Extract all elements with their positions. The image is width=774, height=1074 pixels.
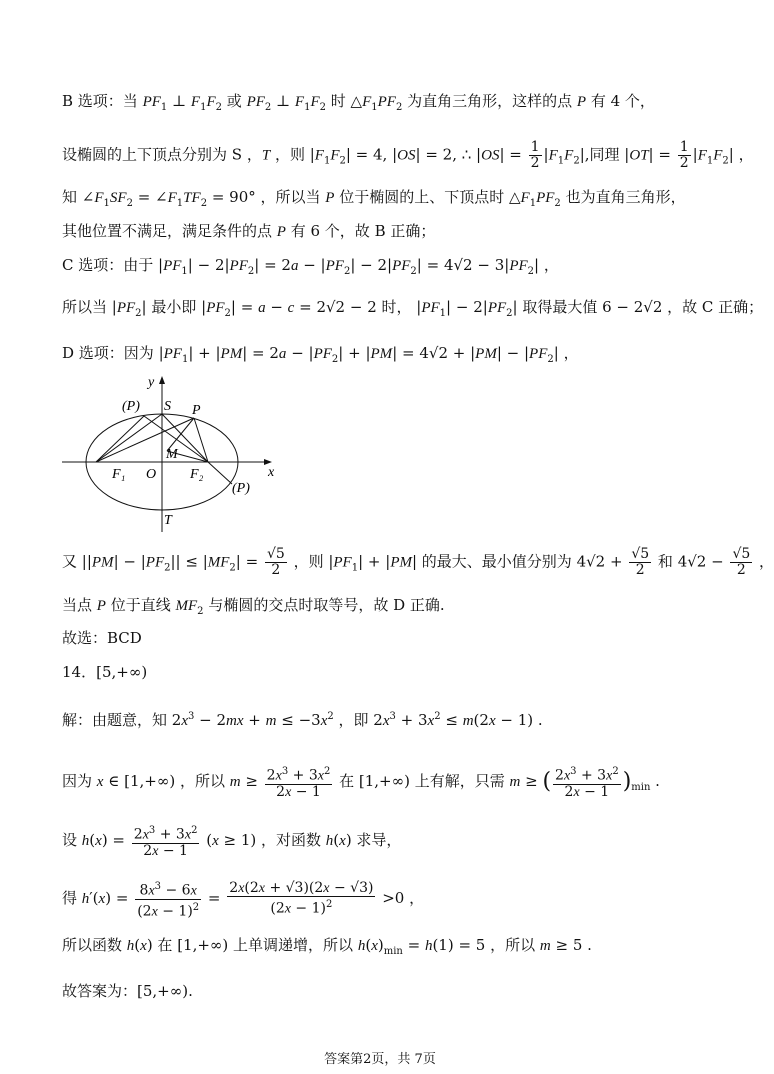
- c-option-line: C 选项：由于 $|PF_1| - 2|PF_2| = 2a - |PF_2| - 2|PF_2| = 4√2 - 3|PF_2|$ ，: [62, 256, 559, 277]
- d-bound-line: 又 $||PM| - |PF_2|| \le |MF_2|$ = $\frac{√5}{2}$ ，则 $|PF_1| + |PM|$ 的最大、最小值分别为 4√2 + $\frac{√5}{2}$ 和 4√2 − $\frac{√5}{2}$ ，: [62, 546, 774, 578]
- question-14-answer: 14．[5,+∞): [62, 663, 148, 681]
- f1-label: F₁: [112, 467, 126, 482]
- p-label: P: [192, 403, 201, 418]
- m-label: M: [166, 447, 178, 462]
- ellipse-figure: [62, 372, 282, 534]
- o-label: O: [146, 467, 157, 482]
- p-bottom-label: (P): [232, 481, 250, 496]
- t-label: T: [164, 513, 172, 528]
- vertices-line: 设椭圆的上下顶点分别为 S ，T ，则 $|F_1F_2| = 4$, |OS| = 2, ∴ |OS| = $\frac{1}{2}$ $|F_1F_2|$,同理 |OT| = $\frac{1}{2}$ $|F_1F_2|$ ，: [62, 139, 754, 171]
- answer-13: 故选：BCD: [62, 629, 142, 647]
- x-axis-label: x: [268, 465, 275, 480]
- s-label: S: [164, 399, 171, 414]
- final-answer: 故答案为：[5,+∞).: [62, 982, 193, 1000]
- page-footer: 答案第2页，共 7页: [324, 1052, 436, 1067]
- solution-line-5: 所以函数 h(x) 在 [1,+∞) 上单调递增，所以 $h(x)_{min} = h(1) = 5$ ，所以 m ≥ 5 .: [62, 936, 592, 957]
- y-axis-label: y: [148, 375, 155, 390]
- d-equality-line: 当点 P 位于直线 $MF_2$ 与椭圆的交点时取等号，故 D 正确.: [62, 596, 445, 617]
- d-option-line: D 选项：因为 $|PF_1| + |PM| = 2a - |PF_2| + |PM| = 4√2 + |PM| - |PF_2|$ ，: [62, 344, 579, 365]
- solution-line-3: 设 h(x) = $\frac{2x^3 + 3x^2}{2x - 1}$ (x ≥ 1) ，对函数 h(x) 求导，: [62, 825, 402, 859]
- others-line: 其他位置不满足，满足条件的点 P 有 6 个，故 B 正确；: [62, 222, 436, 240]
- b-option-line: B 选项：当 $PF_1$ ⊥ $F_1F_2$ 或 $PF_2$ ⊥ $F_1F_2$ 时 $\triangle F_1PF_2$ 为直角三角形，这样的点 P 有 4 个，: [62, 92, 655, 113]
- solution-line-2: 因为 x ∈ [1,+∞) ，所以 m ≥ $\frac{2x^3 + 3x^2}{2x - 1}$ 在 [1,+∞) 上有解，只需 m ≥ ( $\frac{2x^3 + 3x^2}{2x - 1}$ )$_{min}$ .: [62, 766, 660, 800]
- p-top-left-label: (P): [122, 399, 140, 414]
- angle-line: 知 $\angle F_1SF_2$ = $\angle F_1TF_2 = 90^\circ$ ，所以当 P 位于椭圆的上、下顶点时 $\triangle F_1PF_2$ 也为直角三角形，: [62, 188, 686, 209]
- c-min-line: 所以当 $|PF_2|$ 最小即 $|PF_2| = a - c = 2√2 - 2$ 时， $|PF_1| - 2|PF_2|$ 取得最大值 6 − 2√2 ，故 C 正确；: [62, 298, 764, 319]
- f2-label: F₂: [190, 467, 204, 482]
- solution-line-1: 解：由题意，知 $2x^3 - 2mx + m \le -3x^2$ ，即 $2x^3 + 3x^2 \le m(2x - 1)$ .: [62, 711, 543, 729]
- solution-line-4: 得 h′(x) = $\frac{8x^3 - 6x}{(2x - 1)^2}$ = $\frac{2x(2x + √3)(2x - √3)}{(2x - 1)^2}$ >0 ，: [62, 880, 425, 920]
